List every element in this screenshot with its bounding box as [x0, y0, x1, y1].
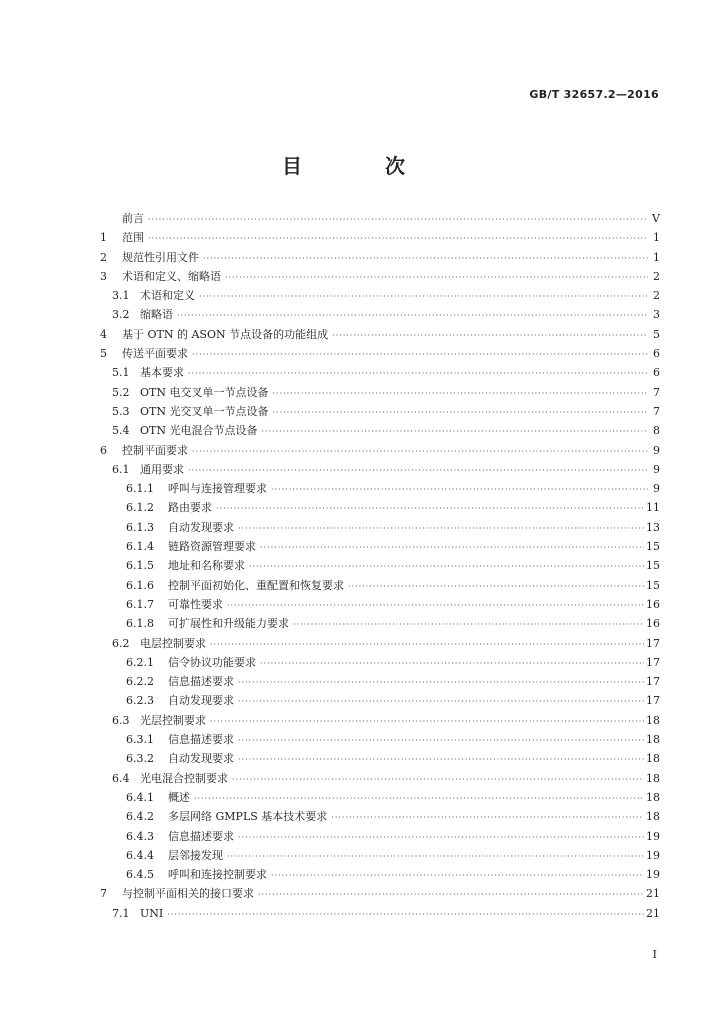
toc-entry-page: 6: [653, 347, 660, 361]
table-of-contents: [100, 209, 660, 923]
toc-entry-page: 15: [646, 578, 660, 592]
toc-entry-number: 6.1.4: [126, 540, 154, 554]
toc-entry-page: 3: [653, 308, 660, 322]
toc-entry-label: 控制平面要求: [122, 443, 188, 457]
toc-entry-page: 17: [646, 655, 660, 669]
toc-entry-label: OTN 光交叉单一节点设备: [140, 404, 269, 418]
toc-entry-page: 21: [646, 887, 660, 901]
toc-entry-number: 5: [100, 347, 107, 361]
toc-dot-leader: [210, 712, 644, 731]
toc-dot-leader: [188, 461, 648, 480]
standard-code: GB/T 32657.2—2016: [529, 88, 659, 101]
toc-entry[interactable]: [100, 363, 660, 382]
toc-entry[interactable]: [100, 209, 660, 228]
toc-entry-page: 19: [646, 868, 660, 882]
toc-entry-number: 6.1.3: [126, 520, 154, 534]
toc-dot-leader: [177, 306, 648, 325]
toc-entry[interactable]: [100, 788, 660, 807]
toc-entry-page: 18: [646, 771, 660, 785]
toc-entry-label: 自动发现要求: [168, 520, 234, 534]
toc-entry-label: 基于 OTN 的 ASON 节点设备的功能组成: [122, 327, 329, 341]
toc-entry[interactable]: [100, 865, 660, 884]
page-title: 目 次: [282, 154, 443, 178]
toc-entry-label: 基本要求: [140, 366, 184, 380]
toc-entry-number: 1: [100, 231, 107, 245]
toc-entry-page: 21: [646, 906, 660, 920]
toc-entry-page: 18: [646, 810, 660, 824]
toc-dot-leader: [348, 577, 644, 596]
toc-entry-label: 传送平面要求: [122, 347, 188, 361]
toc-entry-label: 自动发现要求: [168, 694, 234, 708]
toc-dot-leader: [227, 596, 644, 615]
toc-entry-number: 5.3: [112, 404, 130, 418]
toc-dot-leader: [210, 635, 644, 654]
toc-dot-leader: [260, 538, 644, 557]
toc-entry[interactable]: [100, 827, 660, 846]
toc-entry-number: 6.3.2: [126, 752, 154, 766]
toc-entry-page: 16: [646, 597, 660, 611]
toc-entry-label: 路由要求: [168, 501, 212, 515]
toc-entry-label: 通用要求: [140, 462, 184, 476]
toc-entry[interactable]: [100, 846, 660, 865]
toc-entry-number: 7.1: [112, 906, 130, 920]
toc-entry-number: 6.1: [112, 462, 130, 476]
toc-entry-page: 2: [653, 269, 660, 283]
toc-entry-number: 5.2: [112, 385, 130, 399]
toc-entry-label: 概述: [168, 790, 190, 804]
toc-entry-label: 规范性引用文件: [122, 250, 199, 264]
toc-entry-label: 可扩展性和升级能力要求: [168, 617, 289, 631]
toc-entry[interactable]: [100, 383, 660, 402]
toc-entry-number: 6.4.5: [126, 868, 154, 882]
toc-entry[interactable]: [100, 228, 660, 247]
toc-entry[interactable]: [100, 460, 660, 479]
toc-entry[interactable]: [100, 807, 660, 826]
toc-entry-label: 光电混合控制要求: [140, 771, 228, 785]
toc-dot-leader: [167, 905, 644, 924]
toc-entry[interactable]: [100, 518, 660, 537]
toc-entry-label: 地址和名称要求: [168, 559, 245, 573]
toc-entry-number: 6.1.7: [126, 597, 154, 611]
toc-entry-page: 19: [646, 829, 660, 843]
toc-entry-number: 6.4.4: [126, 848, 154, 862]
toc-entry-page: 15: [646, 540, 660, 554]
toc-entry-label: 呼叫与连接管理要求: [168, 482, 267, 496]
toc-entry[interactable]: [100, 730, 660, 749]
toc-entry-number: 6.3.1: [126, 733, 154, 747]
toc-dot-leader: [199, 287, 648, 306]
toc-entry-number: 6.1.5: [126, 559, 154, 573]
toc-entry-page: 18: [646, 790, 660, 804]
toc-entry-page: 18: [646, 733, 660, 747]
toc-entry[interactable]: [100, 904, 660, 923]
toc-entry-label: 信息描述要求: [168, 733, 234, 747]
toc-entry[interactable]: [100, 634, 660, 653]
toc-entry[interactable]: [100, 769, 660, 788]
page-number: I: [652, 948, 657, 961]
toc-entry-number: 6.2.1: [126, 655, 154, 669]
toc-entry-number: 6.1.8: [126, 617, 154, 631]
toc-dot-leader: [188, 364, 648, 383]
toc-dot-leader: [249, 557, 644, 576]
toc-entry[interactable]: [100, 267, 660, 286]
toc-entry-label: 层邻接发现: [168, 848, 223, 862]
toc-dot-leader: [272, 384, 648, 403]
toc-entry[interactable]: [100, 672, 660, 691]
toc-entry-number: 6.2.3: [126, 694, 154, 708]
toc-entry-number: 6.3: [112, 713, 130, 727]
toc-entry-page: 2: [653, 289, 660, 303]
toc-entry-label: OTN 光电混合节点设备: [140, 424, 258, 438]
toc-dot-leader: [203, 249, 648, 268]
toc-entry-label: 电层控制要求: [140, 636, 206, 650]
toc-entry[interactable]: [100, 595, 660, 614]
toc-entry-label: 与控制平面相关的接口要求: [122, 887, 254, 901]
toc-entry-number: 6.4.3: [126, 829, 154, 843]
toc-entry-label: 光层控制要求: [140, 713, 206, 727]
toc-entry[interactable]: [100, 498, 660, 517]
toc-entry-number: 6.1.6: [126, 578, 154, 592]
toc-entry-label: 自动发现要求: [168, 752, 234, 766]
toc-entry-number: 3.1: [112, 289, 130, 303]
toc-dot-leader: [272, 403, 648, 422]
toc-dot-leader: [258, 885, 644, 904]
toc-entry-page: 5: [653, 327, 660, 341]
toc-entry-page: 9: [653, 462, 660, 476]
toc-dot-leader: [148, 210, 648, 229]
toc-entry-page: V: [652, 212, 660, 225]
toc-entry-page: 7: [653, 385, 660, 399]
toc-entry-label: 范围: [122, 231, 144, 245]
toc-entry-number: 3: [100, 269, 107, 283]
toc-entry[interactable]: [100, 441, 660, 460]
toc-entry-label: OTN 电交叉单一节点设备: [140, 385, 269, 399]
toc-entry-label: UNI: [140, 906, 164, 920]
toc-entry-label: 链路资源管理要求: [168, 540, 256, 554]
toc-entry-label: 控制平面初始化、重配置和恢复要求: [168, 578, 344, 592]
toc-entry-page: 7: [653, 404, 660, 418]
toc-dot-leader: [238, 673, 644, 692]
toc-entry[interactable]: [100, 421, 660, 440]
toc-entry-label: 可靠性要求: [168, 597, 223, 611]
toc-entry-page: 17: [646, 636, 660, 650]
toc-entry-label: 术语和定义、缩略语: [122, 269, 221, 283]
toc-entry-label: 术语和定义: [140, 289, 195, 303]
toc-entry-label: 前言: [122, 212, 144, 225]
toc-entry-number: 6.2: [112, 636, 130, 650]
toc-dot-leader: [293, 615, 644, 634]
toc-entry[interactable]: [100, 479, 660, 498]
toc-entry[interactable]: [100, 884, 660, 903]
toc-entry[interactable]: [100, 248, 660, 267]
toc-dot-leader: [232, 770, 644, 789]
toc-entry[interactable]: [100, 749, 660, 768]
toc-entry-page: 9: [653, 482, 660, 496]
toc-entry-label: 信息描述要求: [168, 675, 234, 689]
toc-entry[interactable]: [100, 344, 660, 363]
toc-dot-leader: [238, 692, 644, 711]
toc-entry-page: 6: [653, 366, 660, 380]
toc-entry-number: 6.1.1: [126, 482, 154, 496]
toc-entry-page: 11: [646, 501, 660, 515]
toc-dot-leader: [194, 789, 644, 808]
toc-dot-leader: [225, 268, 648, 287]
toc-entry-page: 1: [653, 231, 660, 245]
toc-entry-number: 6.1.2: [126, 501, 154, 515]
toc-dot-leader: [271, 480, 648, 499]
toc-dot-leader: [238, 731, 644, 750]
toc-dot-leader: [331, 808, 644, 827]
toc-dot-leader: [238, 828, 644, 847]
toc-entry-page: 9: [653, 443, 660, 457]
toc-entry-label: 多层网络 GMPLS 基本技术要求: [168, 810, 328, 824]
toc-entry[interactable]: [100, 576, 660, 595]
toc-entry-number: 6: [100, 443, 107, 457]
toc-entry[interactable]: [100, 537, 660, 556]
toc-entry[interactable]: [100, 556, 660, 575]
toc-dot-leader: [238, 519, 644, 538]
toc-dot-leader: [260, 654, 644, 673]
toc-entry-page: 8: [653, 424, 660, 438]
toc-entry[interactable]: [100, 653, 660, 672]
toc-entry-page: 18: [646, 713, 660, 727]
toc-entry-number: 5.4: [112, 424, 130, 438]
toc-entry-page: 17: [646, 694, 660, 708]
toc-dot-leader: [216, 499, 644, 518]
toc-entry[interactable]: [100, 711, 660, 730]
toc-entry-number: 6.4: [112, 771, 130, 785]
toc-entry[interactable]: [100, 614, 660, 633]
toc-dot-leader: [332, 326, 648, 345]
toc-dot-leader: [271, 866, 644, 885]
toc-dot-leader: [148, 229, 648, 248]
toc-dot-leader: [227, 847, 644, 866]
toc-entry-label: 呼叫和连接控制要求: [168, 868, 267, 882]
toc-entry-number: 5.1: [112, 366, 130, 380]
toc-entry-page: 18: [646, 752, 660, 766]
toc-entry[interactable]: [100, 286, 660, 305]
toc-entry[interactable]: [100, 402, 660, 421]
toc-entry[interactable]: [100, 325, 660, 344]
toc-entry-number: 3.2: [112, 308, 130, 322]
toc-entry-number: 2: [100, 250, 107, 264]
toc-entry-page: 13: [646, 520, 660, 534]
toc-entry-number: 6.2.2: [126, 675, 154, 689]
toc-entry-number: 6.4.1: [126, 790, 154, 804]
toc-entry-label: 信令协议功能要求: [168, 655, 256, 669]
toc-entry-page: 15: [646, 559, 660, 573]
toc-entry-page: 16: [646, 617, 660, 631]
toc-entry-number: 4: [100, 327, 107, 341]
toc-entry-page: 1: [653, 250, 660, 264]
toc-dot-leader: [192, 442, 648, 461]
toc-entry-number: 7: [100, 887, 107, 901]
toc-dot-leader: [192, 345, 648, 364]
toc-entry-page: 17: [646, 675, 660, 689]
toc-entry-label: 缩略语: [140, 308, 173, 322]
toc-dot-leader: [261, 422, 648, 441]
toc-entry[interactable]: [100, 305, 660, 324]
toc-entry[interactable]: [100, 691, 660, 710]
toc-entry-label: 信息描述要求: [168, 829, 234, 843]
toc-dot-leader: [238, 750, 644, 769]
toc-entry-page: 19: [646, 848, 660, 862]
toc-entry-number: 6.4.2: [126, 810, 154, 824]
